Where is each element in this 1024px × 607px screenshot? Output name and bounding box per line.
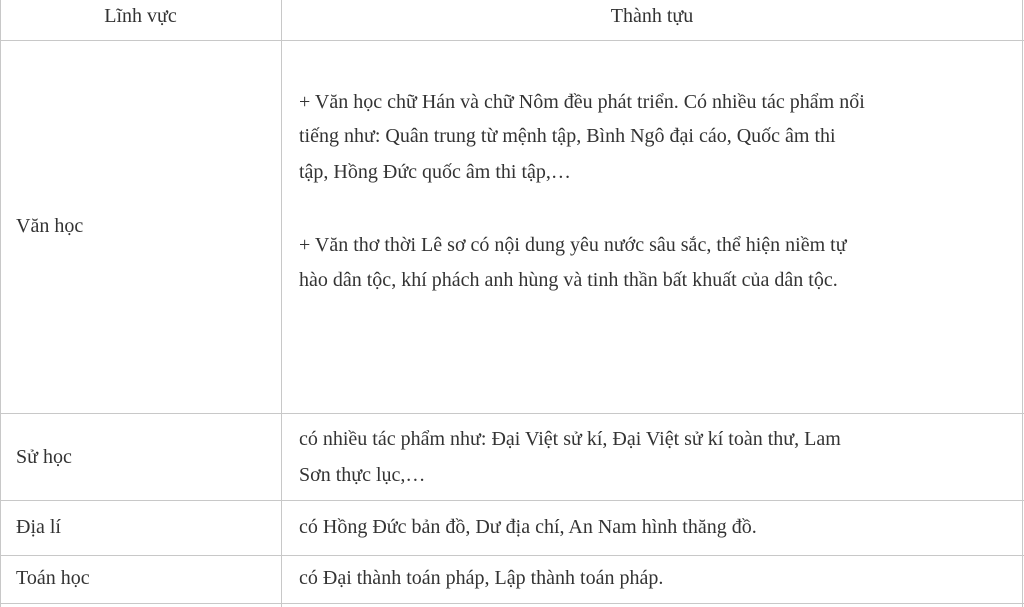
table-cell-field: Văn học — [16, 215, 84, 237]
table-border — [281, 0, 282, 607]
table-cell-achievement-line: có nhiều tác phẩm như: Đại Việt sử kí, Đại Việt sử kí toàn thư, Lam — [299, 428, 841, 450]
table-cell-achievement-line: tập, Hồng Đức quốc âm thi tập,… — [299, 161, 571, 183]
table-cell-field: Sử học — [16, 446, 72, 468]
table-border — [0, 0, 1, 607]
table-cell-achievement-line: có Hồng Đức bản đồ, Dư địa chí, An Nam hình thăng đồ. — [299, 516, 757, 538]
table-border — [1022, 0, 1023, 607]
table-border — [0, 500, 1024, 501]
table-cell-achievement-line: + Văn thơ thời Lê sơ có nội dung yêu nước sâu sắc, thể hiện niềm tự — [299, 234, 847, 256]
table-cell-field: Toán học — [16, 567, 90, 589]
table-border — [0, 603, 1024, 604]
table-border — [0, 40, 1024, 41]
column-header-achievement: Thành tựu — [610, 5, 694, 27]
table-cell-field: Địa lí — [16, 516, 61, 538]
table-border — [0, 555, 1024, 556]
table-cell-achievement-line: Sơn thực lục,… — [299, 464, 426, 486]
table-cell-achievement-line: + Văn học chữ Hán và chữ Nôm đều phát triển. Có nhiều tác phẩm nổi — [299, 91, 865, 113]
table-cell-achievement-line: hào dân tộc, khí phách anh hùng và tinh thần bất khuất của dân tộc. — [299, 269, 838, 291]
table-border — [0, 413, 1024, 414]
table-cell-achievement-line: tiếng như: Quân trung từ mệnh tập, Bình Ngô đại cáo, Quốc âm thi — [299, 125, 836, 147]
column-header-field: Lĩnh vực — [104, 5, 177, 27]
table-cell-achievement-line: có Đại thành toán pháp, Lập thành toán pháp. — [299, 567, 664, 589]
